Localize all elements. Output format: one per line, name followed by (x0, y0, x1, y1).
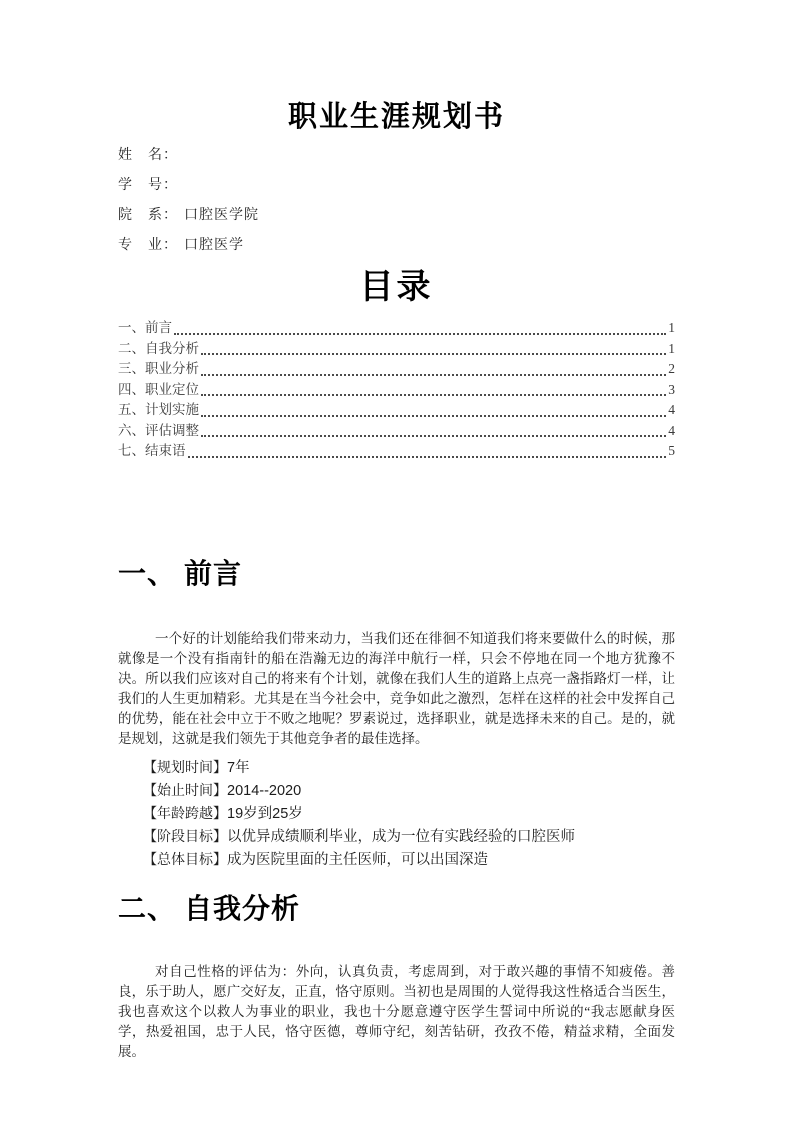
major-label: 专 业： (118, 238, 178, 253)
age-span-line (118, 803, 675, 826)
foreword-paragraph: 一个好的计划能给我们带来动力，当我们还在徘徊不知道我们将来要做什么的时候，那就像是一个没有指南针的船在浩瀚无边的海洋中航行一样，只会不停地在同一个地方犹豫不决。所以我们应该对自己的将来有个计划，就像在我们人生的道路上点亮一盏指路灯一样，让我们的人生更加精彩。尤其是在当今社会中，竞争如此之激烈，怎样在这样的社会中发挥自己的优势，能在社会中立于不败之地呢？罗素说过，选择职业，就是选择未来的自己。是的，就是规划，这就是我们领先于其他竞争者的最佳选择。 (118, 630, 675, 746)
toc-item-label: 六、评估调整 (118, 422, 199, 438)
plan-duration-line (118, 757, 675, 780)
toc-dot-leader (201, 435, 666, 437)
overall-goal-line (118, 849, 675, 872)
toc-item-label: 一、前言 (118, 320, 172, 335)
plan-period-value: 2014--2020 (227, 782, 302, 799)
toc-item-self-analysis[interactable] (118, 339, 675, 360)
toc-item-conclusion[interactable] (118, 441, 675, 462)
toc-dot-leader (201, 353, 666, 355)
stage-goal-label: 【阶段目标】 (143, 829, 227, 845)
toc-item-career-analysis[interactable] (118, 359, 675, 380)
toc-dot-leader (201, 374, 666, 376)
stage-goal-line (118, 826, 675, 849)
toc-dot-leader (188, 456, 667, 458)
self-analysis-paragraph: 对自己性格的评估为：外向，认真负责，考虑周到，对于敢兴趣的事情不知疲倦。善良，乐于助人，愿广交好友，正直，恪守原则。当初也是周围的人觉得我这性格适合当医生，我也喜欢这个以救人为事业的职业，我也十分愿意遵守医学生誓词中所说的“我志愿献身医学，热爱祖国，忠于人民，恪守医德，尊师守纪，刻苦钻研，孜孜不倦，精益求精，全面发展。 (118, 963, 675, 1059)
student-id-label: 学 号： (118, 178, 178, 193)
plan-period-line (118, 780, 675, 803)
plan-meta-list (118, 757, 675, 872)
info-line-major (118, 231, 675, 261)
toc-item-career-positioning[interactable] (118, 380, 675, 401)
toc-list (118, 318, 675, 462)
plan-period-label: 【始止时间】 (143, 783, 227, 799)
major-value: 口腔医学 (184, 238, 244, 253)
toc-dot-leader (174, 333, 666, 335)
name-label: 姓 名： (118, 148, 178, 163)
overall-goal-label: 【总体目标】 (143, 852, 227, 868)
plan-duration-label: 【规划时间】 (143, 760, 227, 776)
age-span-label: 【年龄跨越】 (143, 806, 227, 822)
toc-page-number: 4 (668, 402, 675, 417)
section-heading-self-analysis: 二、 自我分析 (118, 893, 301, 925)
plan-duration-value: 7年 (227, 759, 250, 776)
department-value: 口腔医学院 (184, 208, 259, 223)
toc-dot-leader (201, 394, 666, 396)
toc-page-number: 5 (668, 443, 675, 458)
toc-item-foreword[interactable] (118, 318, 675, 339)
toc-page-number: 1 (668, 340, 675, 356)
department-label: 院 系： (118, 208, 178, 223)
cover-info-block (118, 141, 675, 261)
toc-page-number: 3 (668, 381, 675, 397)
document-title: 职业生涯规划书 (287, 101, 505, 133)
toc-item-label: 三、职业分析 (118, 361, 199, 376)
toc-item-evaluation-adjustment[interactable] (118, 421, 675, 442)
toc-item-plan-implementation[interactable] (118, 400, 675, 421)
toc-page-number: 1 (668, 320, 675, 335)
age-span-value: 19岁到25岁 (227, 805, 303, 822)
stage-goal-value: 以优异成绩顺利毕业，成为一位有实践经验的口腔医师 (227, 828, 575, 845)
info-line-name (118, 141, 675, 171)
toc-item-label: 四、职业定位 (118, 381, 199, 397)
toc-item-label: 二、自我分析 (118, 340, 199, 356)
toc-dot-leader (201, 415, 666, 417)
info-line-department (118, 201, 675, 231)
toc-title: 目录 (359, 269, 434, 306)
toc-page-number: 4 (668, 422, 675, 438)
section-heading-foreword: 一、 前言 (118, 558, 243, 590)
overall-goal-value: 成为医院里面的主任医师，可以出国深造 (227, 851, 488, 868)
toc-item-label: 五、计划实施 (118, 402, 199, 417)
toc-page-number: 2 (668, 361, 675, 376)
info-line-student-id (118, 171, 675, 201)
toc-item-label: 七、结束语 (118, 443, 186, 458)
